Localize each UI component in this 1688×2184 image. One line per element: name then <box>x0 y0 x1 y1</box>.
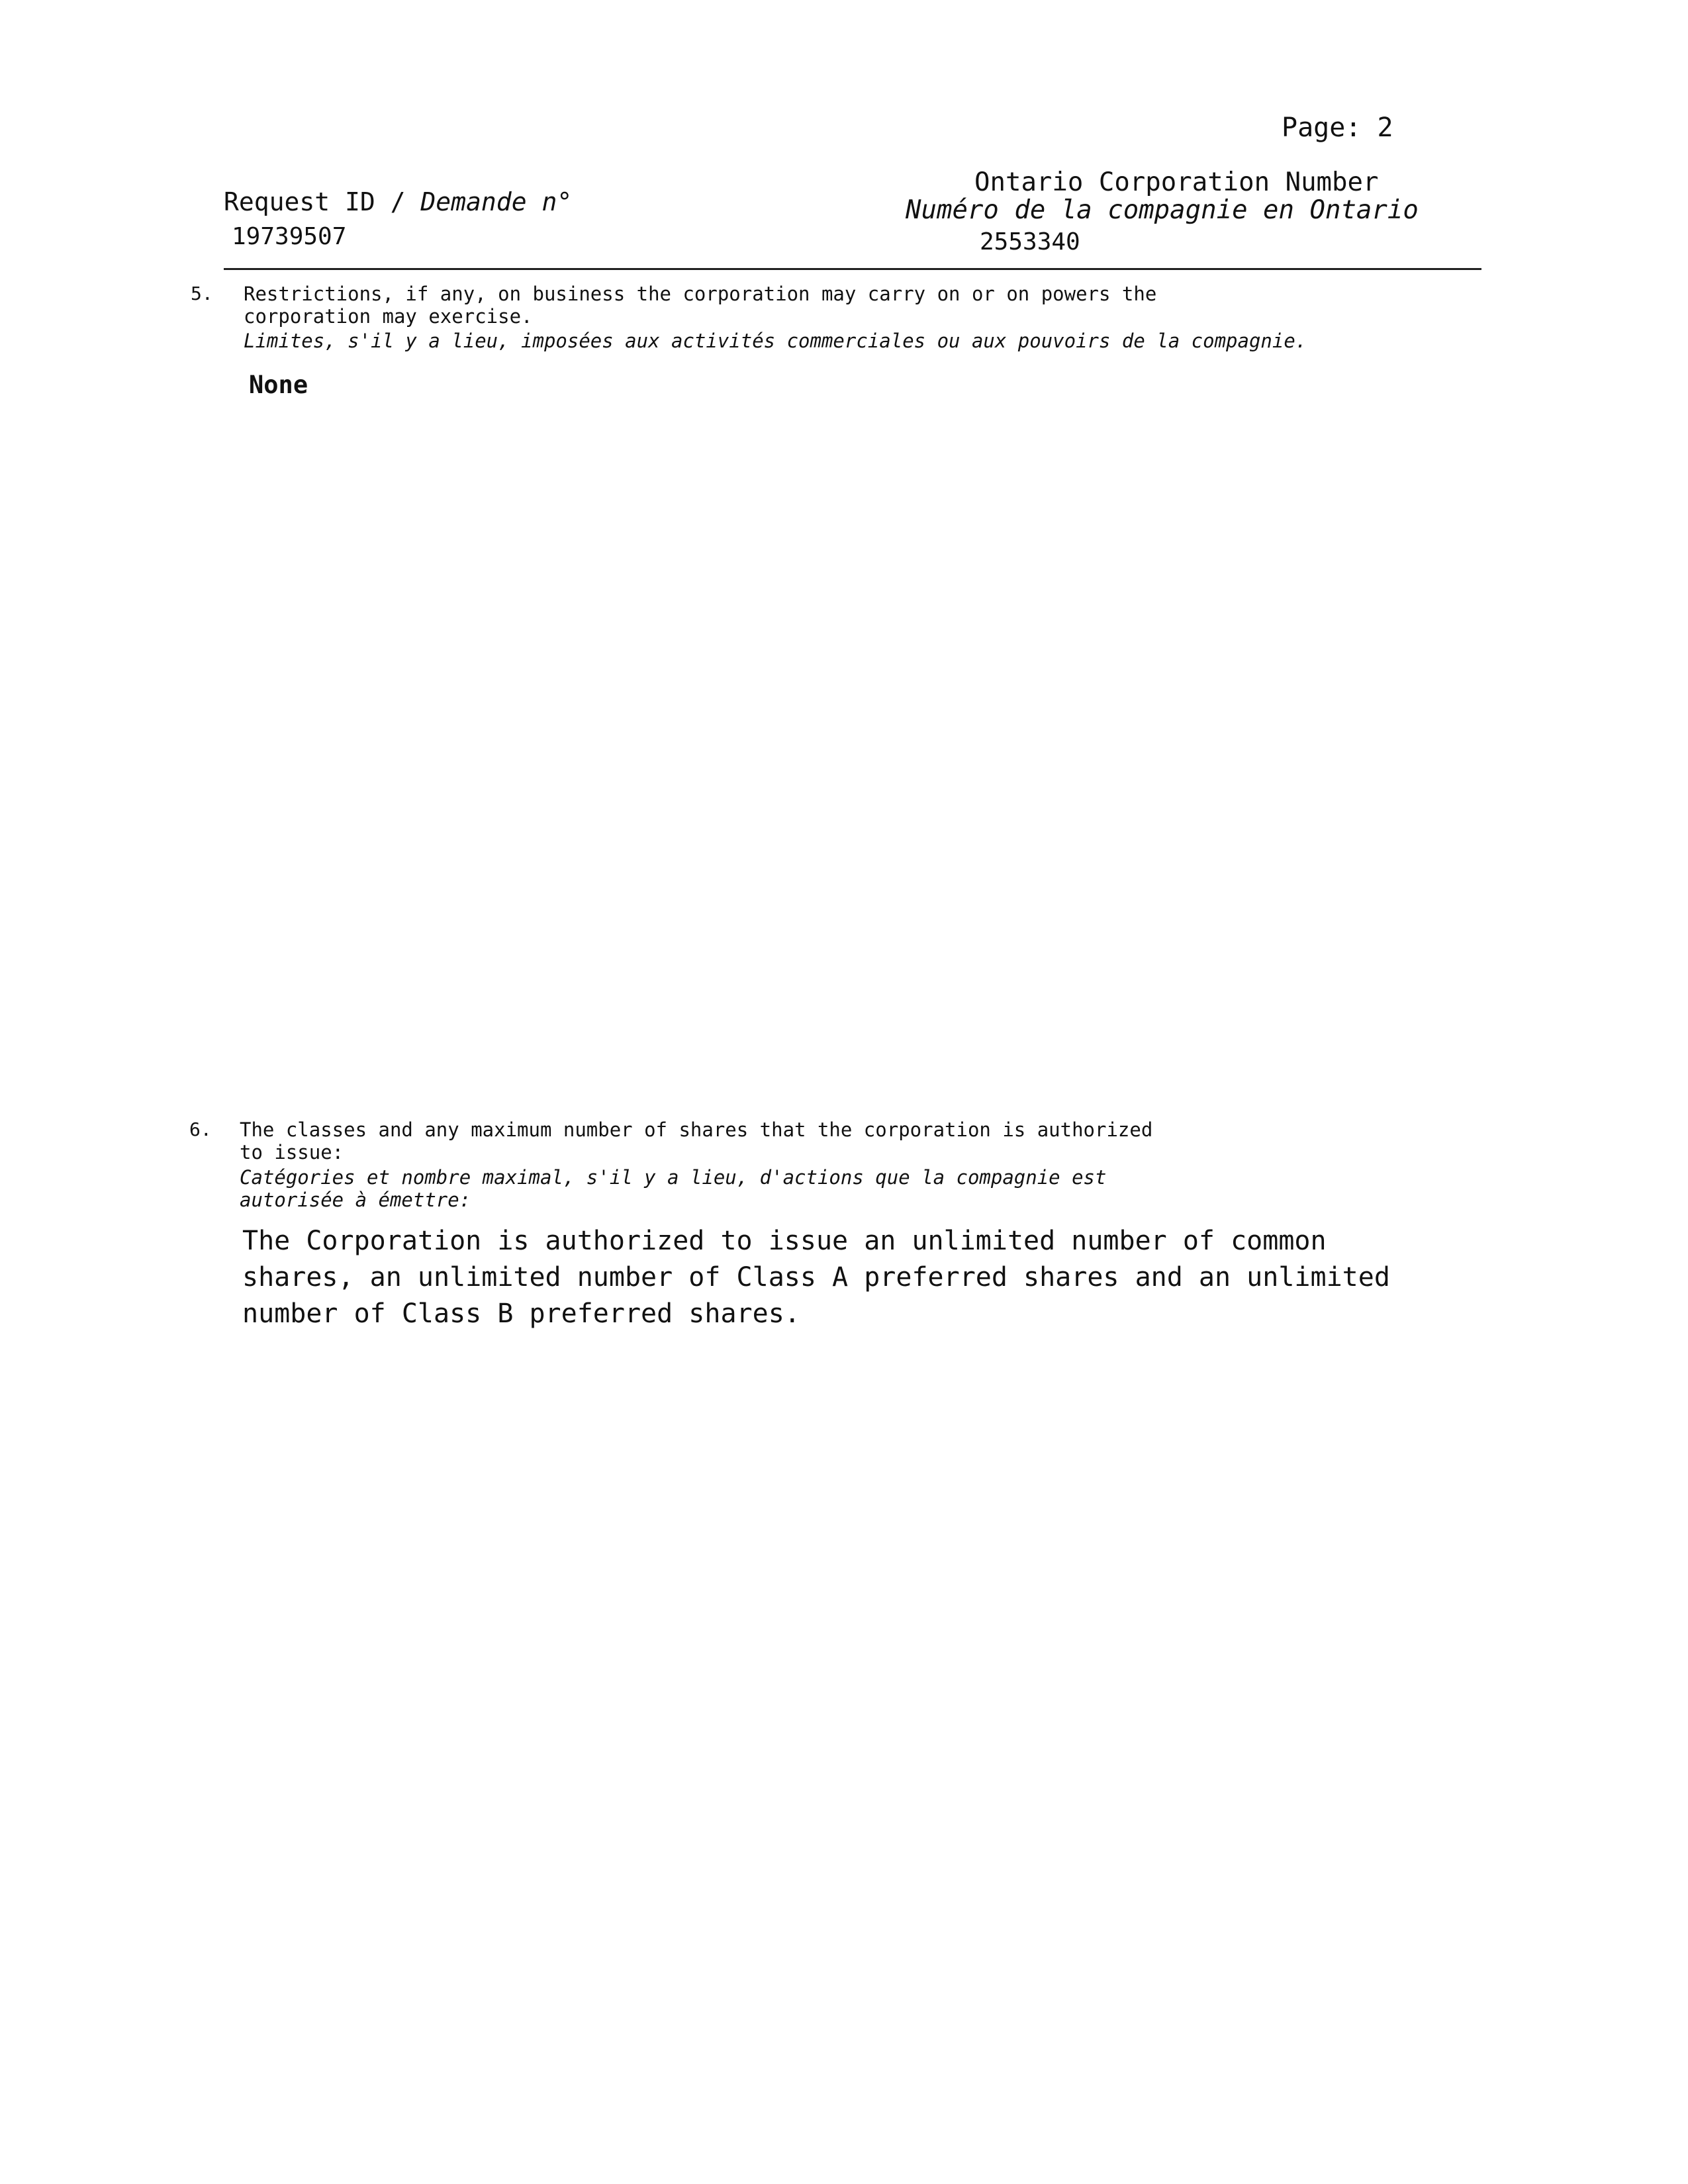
section6-question-fr-line1: Catégories et nombre maximal, s'il y a lieu, d'actions que la compagnie est <box>240 1166 1107 1189</box>
section5-answer: None <box>249 371 308 399</box>
section5-question-en <box>244 283 1156 328</box>
corporation-number-label-en: Ontario Corporation Number <box>974 167 1379 197</box>
request-id-label-en: Request ID / <box>224 187 421 216</box>
section6-number: 6. <box>189 1118 212 1140</box>
request-id-label-fr: Demande n° <box>420 187 573 216</box>
section6-answer-line1: The Corporation is authorized to issue an unlimited number of common <box>242 1226 1327 1256</box>
corporation-number-label-fr: Numéro de la compagnie en Ontario <box>906 195 1419 225</box>
request-id-value: 19739507 <box>232 223 347 250</box>
section5-question-en-line2: corporation may exercise. <box>244 305 533 328</box>
section5-number: 5. <box>191 283 213 304</box>
section6-question-fr <box>240 1166 1106 1211</box>
section6-question-fr-line2: autorisée à émettre: <box>240 1189 471 1211</box>
section5-question-fr: Limites, s'il y a lieu, imposées aux activités commerciales ou aux pouvoirs de la compagnie. <box>244 330 1307 352</box>
section6-answer-line3: number of Class B preferred shares. <box>242 1298 800 1329</box>
section6-answer <box>242 1223 1434 1332</box>
section6-question-en-line1: The classes and any maximum number of shares that the corporation is authorized <box>240 1118 1153 1141</box>
section6-question-en-line2: to issue: <box>240 1141 344 1163</box>
request-id-label <box>224 187 572 216</box>
corporation-number-value: 2553340 <box>980 228 1080 255</box>
section5-question-en-line1: Restrictions, if any, on business the corporation may carry on or on powers the <box>244 283 1157 305</box>
section6-answer-line2: shares, an unlimited number of Class A preferred shares and an unlimited <box>242 1262 1390 1293</box>
page-number: Page: 2 <box>1282 113 1393 143</box>
header-divider <box>224 268 1481 270</box>
section6-question-en <box>240 1118 1152 1163</box>
